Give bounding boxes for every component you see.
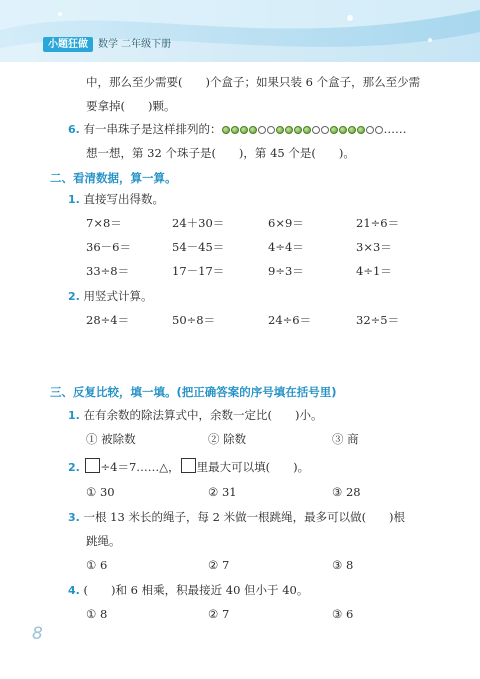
s3-q3-option: ② 7 [208, 558, 230, 572]
brand-badge: 小题狂做 [43, 37, 93, 52]
calc-item: 4÷1＝ [356, 264, 392, 278]
calc-item: 54－45＝ [172, 240, 225, 254]
calc-item: 36－6＝ [86, 240, 131, 254]
white-bead-icon [321, 126, 329, 134]
s3-q2-number: 2. [68, 461, 80, 474]
white-bead-icon [375, 126, 383, 134]
green-bead-icon [231, 126, 239, 134]
q6-number: 6. [68, 123, 80, 136]
white-bead-icon [267, 126, 275, 134]
s3-q1-text: 在有余数的除法算式中，余数一定比( )小。 [83, 408, 323, 422]
q5-line2: 要拿掉( )颗。 [86, 99, 176, 113]
bead-ellipsis: …… [383, 122, 407, 136]
s2-q1-number: 1. [68, 193, 80, 206]
calc-item: 4÷4＝ [268, 240, 304, 254]
q6-line2: 想一想，第 32 个珠子是( )，第 45 个是( )。 [86, 146, 355, 160]
s3-q4-option: ③ 6 [332, 607, 354, 621]
page-number: 8 [32, 624, 43, 644]
white-bead-icon [258, 126, 266, 134]
green-bead-icon [285, 126, 293, 134]
calc-item: 33÷8＝ [86, 264, 130, 278]
s3-q4-option: ① 8 [86, 607, 108, 621]
s3-q1-option: ③ 商 [332, 432, 359, 446]
green-bead-icon [339, 126, 347, 134]
s3-q4-number: 4. [68, 584, 80, 597]
vertical-calc-item: 28÷4＝ [86, 313, 130, 327]
s2-q1 [68, 191, 164, 208]
vertical-calc-item: 32÷5＝ [356, 313, 400, 327]
q5-line1: 中，那么至少需要( )个盒子；如果只装 6 个盒子，那么至少需 [86, 75, 421, 89]
s3-q3-line2: 跳绳。 [86, 534, 121, 548]
green-bead-icon [348, 126, 356, 134]
s3-q4 [68, 582, 308, 599]
s2-q2-text: 用竖式计算。 [83, 289, 153, 303]
blank-box-icon [85, 458, 100, 473]
green-bead-icon [294, 126, 302, 134]
blank-box-icon [181, 458, 196, 473]
green-bead-icon [276, 126, 284, 134]
section2-title: 二、看清数据，算一算。 [50, 171, 177, 185]
s3-q1-option: ② 除数 [208, 432, 247, 446]
green-bead-icon [330, 126, 338, 134]
vertical-calc-item: 50÷8＝ [172, 313, 216, 327]
s3-q2 [68, 458, 309, 476]
q6-line1 [68, 121, 407, 138]
green-bead-icon [303, 126, 311, 134]
s3-q3-text: 一根 13 米长的绳子，每 2 米做一根跳绳，最多可以做( )根 [83, 510, 406, 524]
white-bead-icon [312, 126, 320, 134]
calc-item: 7×8＝ [86, 216, 122, 230]
s3-q2-text-a: ÷4＝7……△， [100, 460, 180, 474]
calc-item: 9÷3＝ [268, 264, 304, 278]
s3-q1-option: ① 被除数 [86, 432, 136, 446]
green-bead-icon [240, 126, 248, 134]
green-bead-icon [249, 126, 257, 134]
s2-q1-text: 直接写出得数。 [83, 192, 164, 206]
calc-item: 24＋30＝ [172, 216, 225, 230]
s2-q2-number: 2. [68, 290, 80, 303]
s3-q3-option: ① 6 [86, 558, 108, 572]
s3-q1-number: 1. [68, 409, 80, 422]
green-bead-icon [222, 126, 230, 134]
header-subject: 数学 二年级下册 [98, 39, 172, 50]
calc-item: 6×9＝ [268, 216, 304, 230]
section3-title: 三、反复比较，填一填。(把正确答案的序号填在括号里) [50, 385, 337, 399]
s3-q4-option: ② 7 [208, 607, 230, 621]
s3-q2-text-b: 里最大可以填( )。 [196, 460, 310, 474]
bead-sequence [222, 122, 384, 136]
calc-item: 17－17＝ [172, 264, 225, 278]
header-band [0, 0, 480, 62]
calc-item: 21÷6＝ [356, 216, 400, 230]
s3-q3-number: 3. [68, 511, 80, 524]
s3-q3-option: ③ 8 [332, 558, 354, 572]
s3-q2-option: ① 30 [86, 485, 115, 499]
s2-q2 [68, 288, 153, 305]
s3-q2-option: ③ 28 [332, 485, 361, 499]
s3-q3-line1 [68, 509, 405, 526]
green-bead-icon [357, 126, 365, 134]
s3-q4-text: ( )和 6 相乘，积最接近 40 但小于 40。 [83, 583, 309, 597]
s3-q1 [68, 407, 322, 424]
calc-item: 3×3＝ [356, 240, 392, 254]
s3-q2-option: ② 31 [208, 485, 237, 499]
vertical-calc-item: 24÷6＝ [268, 313, 312, 327]
q6-text: 有一串珠子是这样排列的： [83, 122, 222, 136]
header-wave-decoration [0, 0, 480, 62]
white-bead-icon [366, 126, 374, 134]
